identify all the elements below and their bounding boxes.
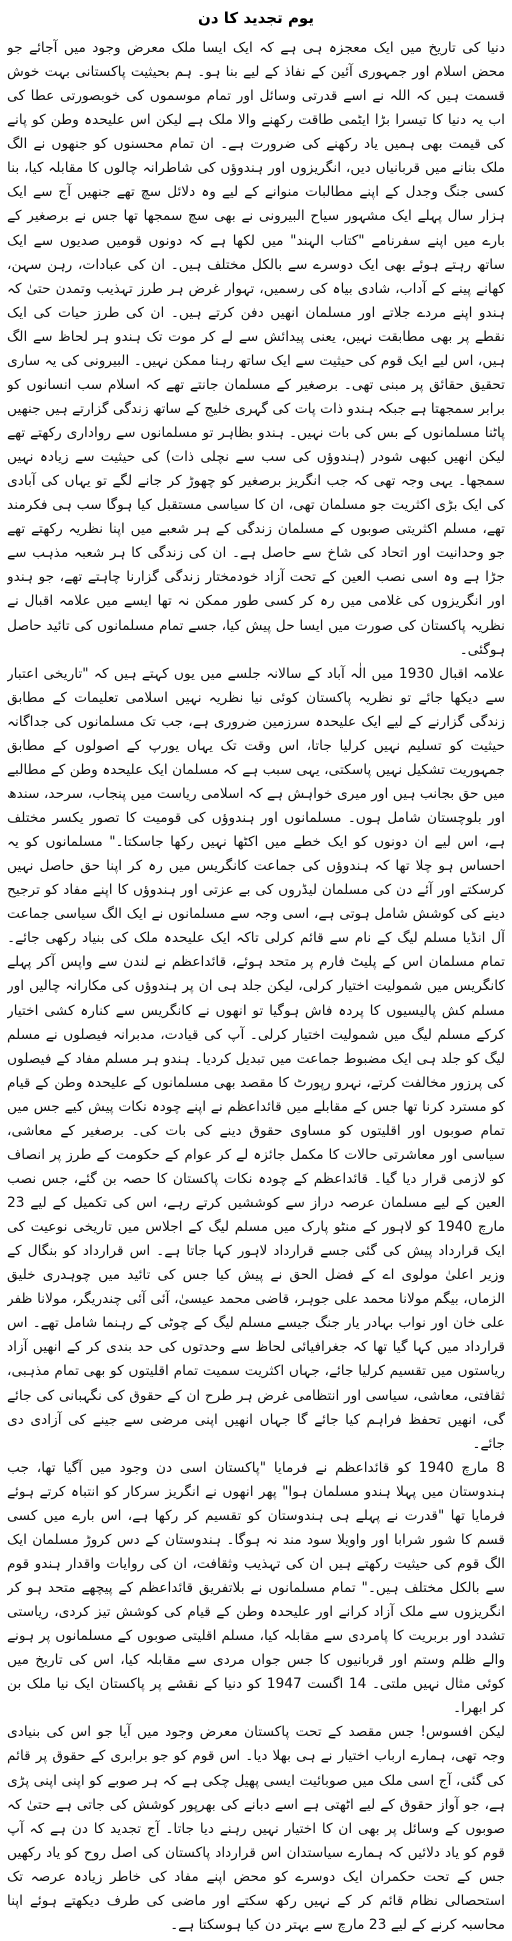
article-paragraph: لیکن افسوس! جس مقصد کے تحت پاکستان معرض وجود میں آیا جو اس کی بنیادی وجہ تھی، ہمارے ارباب اختیار نے ہی بھلا دیا۔ اس قوم کو جو برابری کے حقوق پر قائم کی گئی، آج اسی ملک میں صوبائیت ایسی پھیل چکی ہے کہ ہر صوبے کو اپنی اپنی پڑی ہے، جو آواز حقوق کے لیے اٹھتی ہے اسے دبانے کی بھرپور کوشش کی جاتی ہے حتیٰ کہ صوبوں کے وسائل پر بھی ان کا اختیار نہیں رہنے دیا جاتا۔ آج تجدید کا دن ہے کہ آپ قوم کو یاد دلائیں کہ ہمارے سیاستدان اس قرارداد پاکستان کی اصل روح کو یاد رکھیں جس کے تحت حکمران ایک دوسرے کو محض اپنے مفاد کی خاطر زیادہ عرصہ تک استحصالی نظام قائم کر کے نہیں رکھ سکتے اور ماضی کی طرف دیکھتے ہوئے اپنا محاسبہ کرنے کے لیے 23 مارچ سے بہتر دن کیا ہوسکتا ہے۔ [7,1724,505,1933]
article-paragraph: دنیا کی تاریخ میں ایک معجزہ ہی ہے کہ ایک ایسا ملک معرض وجود میں آجائے جو محض اسلام اور جمہوری آئین کے نفاذ کے لیے بنا ہو۔ ہم بحیثیت پاکستانی بہت خوش قسمت ہیں کہ اللہ نے اسے قدرتی وسائل اور تمام موسموں کی خوبصورتی عطا کی اب یہ دنیا کا تیسرا بڑا ایٹمی طاقت رکھنے والا ملک ہے لیکن اس علیحدہ وطن کو پانے کی قیمت بھی ہمیں یاد رکھنے کی ضرورت ہے۔ ان تمام محسنوں کو جنھوں نے الگ ملک بنانے میں قربانیاں دیں، انگریزوں اور ہندوؤں کی شاطرانہ چالوں کا مقابلہ کیا، بنا کسی جنگ وجدل کے اپنے مطالبات منوانے کے لیے وہ دلائل سچ تھے جنھیں آج سے ایک ہزار سال پہلے ایک مشہور سیاح البیرونی نے بھی سچ سمجھا تھا جس نے برصغیر کے بارے میں اپنے سفرنامے "کتاب الہند" میں لکھا ہے کہ دونوں قومیں صدیوں سے ایک ساتھ رہتے ہوئے بھی ایک دوسرے سے بالکل مختلف ہیں۔ ان کی عبادات، رہن سہن، کھانے پینے کے آداب، شادی بیاہ کی رسمیں، تہوار غرض ہر طرز تہذیب وتمدن حتیٰ کہ ہندو اپنے مردے جلاتے اور مسلمان انھیں دفن کرتے ہیں۔ ان کی طرز حیات کی ایک نقطے پر بھی مطابقت نہیں، یعنی پیدائش سے لے کر موت تک ہندو ہر لحاظ سے الگ ہیں، اس لیے ایک قوم کی حیثیت سے ایک ساتھ رہنا ممکن نہیں۔ البیرونی کی یہ ساری تحقیق حقائق پر مبنی تھی۔ برصغیر کے مسلمان جانتے تھے کہ اسلام سب انسانوں کو برابر سمجھتا ہے جبکہ ہندو ذات پات کی گہری خلیج کے ساتھ زندگی گزارتے ہیں جنھیں پاٹنا مسلمانوں کے بس کی بات نہیں۔ ہندو بظاہر تو مسلمانوں سے رواداری رکھتے تھے لیکن انھیں کبھی شودر (ہندوؤں کی سب سے نچلی ذات) کی حیثیت سے زیادہ نہیں سمجھا۔ یہی وجہ تھی کہ جب انگریز برصغیر کو چھوڑ کر جانے لگے تو یہاں کی آبادی کی ایک بڑی اکثریت جو مسلمان تھی، ان کا سیاسی مستقبل کیا ہوگا سب ہی فکرمند تھے، مسلم اکثریتی صوبوں کے مسلمان زندگی کے ہر شعبے میں اپنا نظریہ رکھتے تھے جو وحدانیت اور اتحاد کی شاخ سے حاصل ہے۔ ان کی زندگی کا ہر شعبہ مذہب سے جڑا ہے وہ اسی نصب العین کے تحت آزاد خودمختار زندگی گزارنا چاہتے تھے، جو ہندو اور انگریزوں کی غلامی میں رہ کر کسی طور ممکن نہ تھا ایسے میں علامہ اقبال نے نظریہ پاکستان کی صورت میں ایسا حل پیش کیا، جسے تمام مسلمانوں کی تائید حاصل ہوگئی۔ [7,40,505,658]
article-column [7,36,505,1937]
article-paragraph: 8 مارچ 1940 کو قائداعظم نے فرمایا "پاکستان اسی دن وجود میں آگیا تھا، جب ہندوستان میں پہلا ہندو مسلمان ہوا" پھر انھوں نے انگریز سرکار کو انتباہ کرتے ہوئے فرمایا تھا "قدرت نے پہلے ہی ہندوستان کو تقسیم کر رکھا ہے، اس بارے میں کسی قسم کا شور شرابا اور واویلا سود مند نہ ہوگا۔ ہندوستان کے دس کروڑ مسلمان ایک الگ قوم کی حیثیت رکھتے ہیں ان کی تہذیب وثقافت، ان کی روایات واقدار ہندو قوم سے بالکل مختلف ہیں۔" تمام مسلمانوں نے بلاتفریق قائداعظم کے پیچھے متحد ہو کر انگریزوں سے ملک آزاد کرانے اور علیحدہ وطن کے قیام کی کوشش تیز کردی، ریاستی تشدد اور بربریت کا پامردی سے مقابلہ کیا، مسلم اقلیتی صوبوں کے مسلمانوں پر ہونے والے ظلم وستم اور قربانیوں کا جس جواں مردی سے مقابلہ کیا، اس کی تاریخ میں کوئی مثال نہیں ملتی۔ 14 اگست 1947 کو دنیا کے نقشے پر پاکستان ایک نیا ملک بن کر ابھرا۔ [7,1459,505,1717]
article-title: یوم تجدید کا دن [198,9,314,27]
article-paragraph: علامہ اقبال 1930 میں الٰہ آباد کے سالانہ جلسے میں یوں کہتے ہیں کہ "تاریخی اعتبار سے دیکھا جائے تو نظریہ پاکستان کوئی نیا نظریہ نہیں اسلامی تعلیمات کے مطابق زندگی گزارنے کے لیے ایک علیحدہ سرزمین ضروری ہے، جب تک مسلمانوں کی جداگانہ حیثیت کو تسلیم نہیں کرلیا جاتا، اس وقت تک یہاں یورپ کے اصولوں کے مطابق جمہوریت تشکیل نہیں پاسکتی، یہی سبب ہے کہ مسلمان ایک علیحدہ وطن کے مطالبے میں حق بجانب ہیں اور میری خواہش ہے کہ اسلامی ریاست میں پنجاب، سرحد، سندھ اور بلوچستان شامل ہوں۔ مسلمانوں اور ہندوؤں کی قومیت کا تصور یکسر مختلف ہے، اس لیے ان دونوں کو ایک خطے میں اکٹھا نہیں رکھا جاسکتا۔" مسلمانوں کو یہ احساس ہو چلا تھا کہ ہندوؤں کی جماعت کانگریس میں رہ کر اپنا حق حاصل نہیں کرسکتے اور آئے دن کی مسلمان لیڈروں کی بے عزتی اور ہندوؤں کا اپنے مفاد کو ترجیح دینے کی کوشش شامل ہوتی ہے، اسی وجہ سے مسلمانوں نے ایک الگ سیاسی جماعت آل انڈیا مسلم لیگ کے نام سے قائم کرلی تاکہ ایک علیحدہ ملک کی بنیاد رکھی جائے۔ تمام مسلمان اس کے پلیٹ فارم پر متحد ہوئے، قائداعظم نے لندن سے واپس آکر پہلے کانگریس میں شمولیت اختیار کرلی، لیکن جلد ہی ان پر ہندوؤں کی مکارانہ چالیں اور مسلم کش پالیسیوں کا پردہ فاش ہوگیا تو انھوں نے کانگریس سے کنارہ کشی اختیار کرکے مسلم لیگ میں شمولیت اختیار کرلی۔ آپ کی قیادت، مدبرانہ فیصلوں نے مسلم لیگ کو جلد ہی ایک مضبوط جماعت میں تبدیل کردیا۔ ہندو ہر مسلم مفاد کے فیصلوں کی پرزور مخالفت کرتے، نہرو رپورٹ کا مقصد بھی مسلمانوں کے علیحدہ وطن کے قیام کو مسترد کرنا تھا جس کے مقابلے میں قائداعظم نے اپنے چودہ نکات پیش کیے جس میں تمام صوبوں اور اقلیتوں کو مساوی حقوق دینے کی بات کی۔ برصغیر کے معاشی، سیاسی اور معاشرتی حالات کا مکمل جائزہ لے کر عوام کے حکومت کے طرز پر انصاف کو لازمی قرار دیا گیا۔ قائداعظم کے چودہ نکات پاکستان کا حصہ بن گئے، جس نصب العین کے لیے مسلمان عرصہ دراز سے کوششیں کرتے رہے، اس کی تکمیل کے لیے 23 مارچ 1940 کو لاہور کے منٹو پارک میں مسلم لیگ کے اجلاس میں تاریخی نوعیت کی ایک قرارداد پیش کی گئی جسے قرارداد لاہور کہا جاتا ہے۔ اس قرارداد کو بنگال کے وزیر اعلیٰ مولوی اے کے فضل الحق نے پیش کیا جس کی تائید میں چوہدری خلیق الزماں، بیگم مولانا محمد علی جوہر، قاضی محمد عیسیٰ، آئی آئی چندریگر، مولانا ظفر علی خان اور نواب بہادر یار جنگ جیسے مسلم لیگ کے چوٹی کے رہنما شامل تھے۔ اس قرارداد میں کہا گیا تھا کہ جغرافیائی لحاظ سے وحدتوں کی حد بندی کر کے انھیں آزاد ریاستوں میں تقسیم کرلیا جائے، جہاں اکثریت سمیت تمام اقلیتوں کو بھی تمام مذہبی، ثقافتی، معاشی، سیاسی اور انتظامی غرض ہر طرح ان کے حقوق کی نگہبانی کی جائے گی، انھیں تحفظ فراہم کیا جائے گا جہاں انھیں اپنی مرضی سے جینے کی آزادی دی جائے۔ [7,665,505,1452]
article-body [7,36,505,1937]
